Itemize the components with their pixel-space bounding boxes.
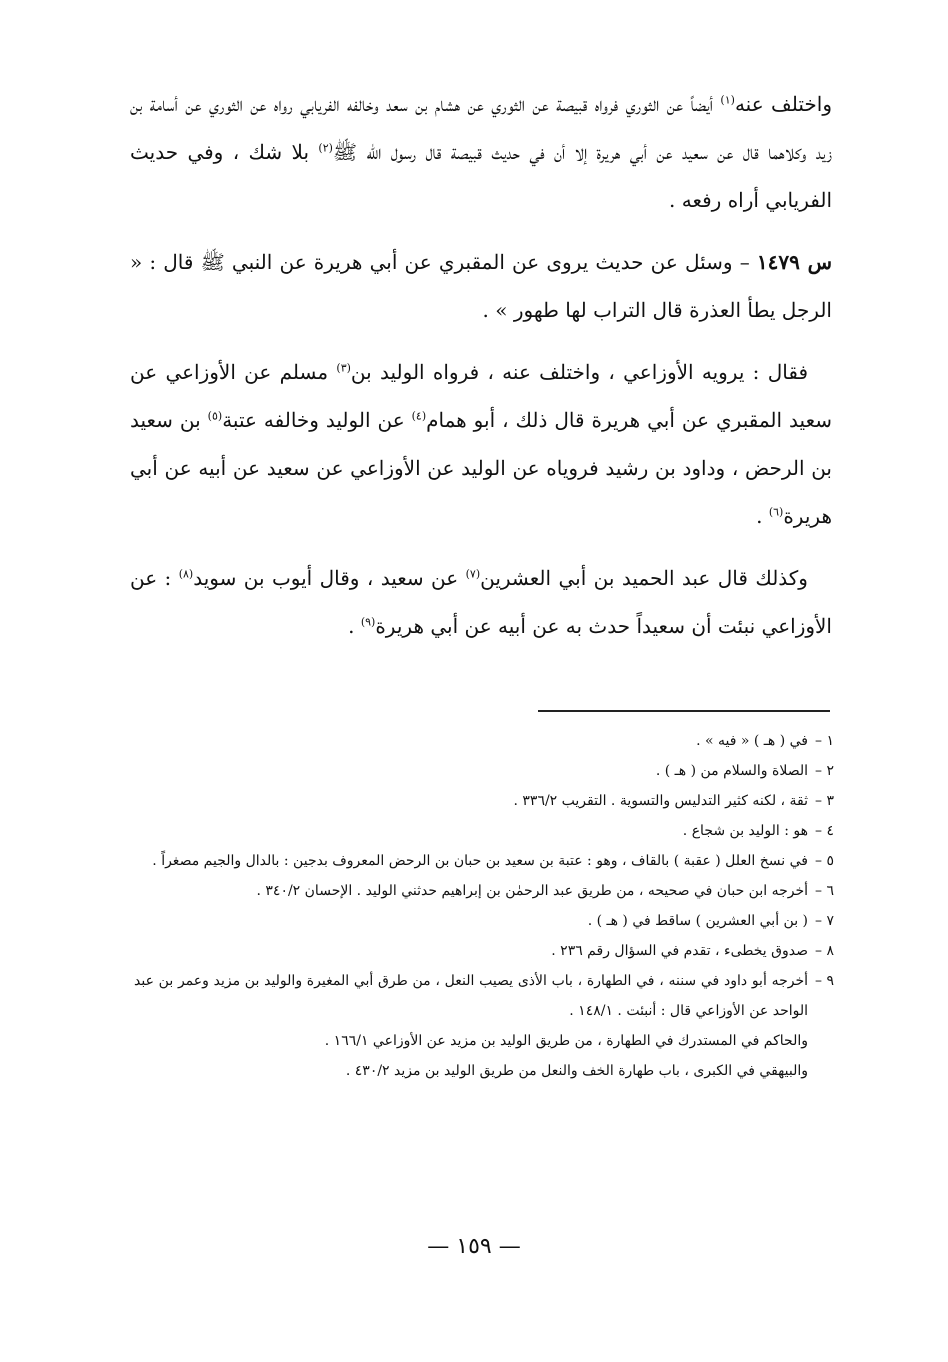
footnote-item: ٣ – ثقة ، لكنه كثير التدليس والتسوية . التقريب ٣٣٦/٢ . — [513, 793, 834, 809]
footnote-item: ٥ – في نسخ العلل ( عقبة ) بالقاف ، وهو : عتبة بن سعيد بن حبان بن الرحض المعروف بدجين : بالدال والجيم مصغراً . — [152, 853, 834, 869]
footnote-item: ٧ – ( بن أبي العشرين ) ساقط في ( هـ ) . — [587, 913, 834, 929]
question-number: س ١٤٧٩ — [756, 250, 832, 274]
footnote-item: والبيهقي في الكبرى ، باب طهارة الخف والنعل من طريق الوليد بن مزيد ٤٣٠/٢ . — [345, 1063, 808, 1079]
footnote-item: والحاكم في المستدرك في الطهارة ، من طريق الوليد بن مزيد عن الأوزاعي ١٦٦/١ . — [324, 1033, 808, 1049]
footnote-item: ٦ – أخرجه ابن حبان في صحيحه ، من طريق عبد الرحمٰن بن إبراهيم حدثني الوليد . الإحسان ٣٤٠/٢ . — [256, 883, 834, 899]
footnote-item: ٤ – هو : الوليد بن شجاع . — [682, 823, 834, 839]
paragraph-1: واختلف عنه$^{(١)}$ أيضاً عن الثوري فرواه قبيصة عن الثوري عن هشام بن سعد وخالفه الفريابي رواه عن الثوري عن أسامة بن زيد وكلاهما قال عن سعيد عن أبي هريرة إلا أن في حديث قبيصة قال رسول الله ﷺ$^{(٢)}$ بلا شك ، وفي حديث الفريابي أراه رفعه . — [130, 92, 832, 212]
footnote-ref-5: (٥) — [207, 409, 223, 423]
footnote-ref-1: (١) — [720, 93, 735, 107]
footnote-ref-6: (٦) — [768, 505, 784, 519]
footnote-item: ٨ – صدوق يخطىء ، تقدم في السؤال رقم ٢٣٦ . — [551, 943, 834, 959]
main-text — [130, 80, 832, 650]
footnote-ref-4: (٤) — [411, 409, 427, 423]
paragraph-4: وكذلك قال عبد الحميد بن أبي العشرين$^{(٧)}$ عن سعيد ، وقال أيوب بن سويد$^{(٨)}$ : عن الأوزاعي نبئت أن سعيداً حدث به عن أبيه عن أبي هريرة$^{(٩)}$ . — [130, 566, 832, 638]
footnote-item: ١ – في ( هـ ) « فيه » . — [696, 733, 834, 749]
footnote-separator — [538, 710, 830, 712]
footnote-item: ٩ – أخرجه أبو داود في سننه ، في الطهارة ، باب الأذى يصيب النعل ، من طرق أبي المغيرة والوليد بن مزيد وعمر بن عبد الواحد عن الأوزاعي قال : أنبئت . ١٤٨/١ . — [134, 973, 834, 1019]
footnote-ref-3: (٣) — [336, 361, 351, 375]
answer-paragraph: فقال : يرويه الأوزاعي ، واختلف عنه ، فرواه الوليد بن$^{(٣)}$ مسلم عن الأوزاعي عن سعيد المقبري عن أبي هريرة قال ذلك ، أبو همام$^{(٤)}$ عن الوليد وخالفه عتبة$^{(٥)}$ بن سعيد بن الرحض ، وداود بن رشيد فروياه عن الوليد عن الأوزاعي عن سعيد عن أبيه عن أبي هريرة$^{(٦)}$ . — [130, 360, 832, 528]
footnote-ref-8: (٨) — [178, 567, 194, 581]
footnote-item: ٢ – الصلاة والسلام من ( هـ ) . — [655, 763, 834, 779]
question-paragraph: س ١٤٧٩ – وسئل عن حديث يروى عن المقبري عن أبي هريرة عن النبي ﷺ قال : « الرجل يطأ العذرة قال التراب لها طهور » . — [130, 250, 832, 322]
footnote-ref-9: (٩) — [360, 615, 376, 629]
footnote-ref-2: (٢) — [318, 141, 333, 155]
footnotes — [134, 726, 834, 1086]
footnote-ref-7: (٧) — [465, 567, 481, 581]
page-number: — ١٥٩ — — [427, 1234, 521, 1259]
